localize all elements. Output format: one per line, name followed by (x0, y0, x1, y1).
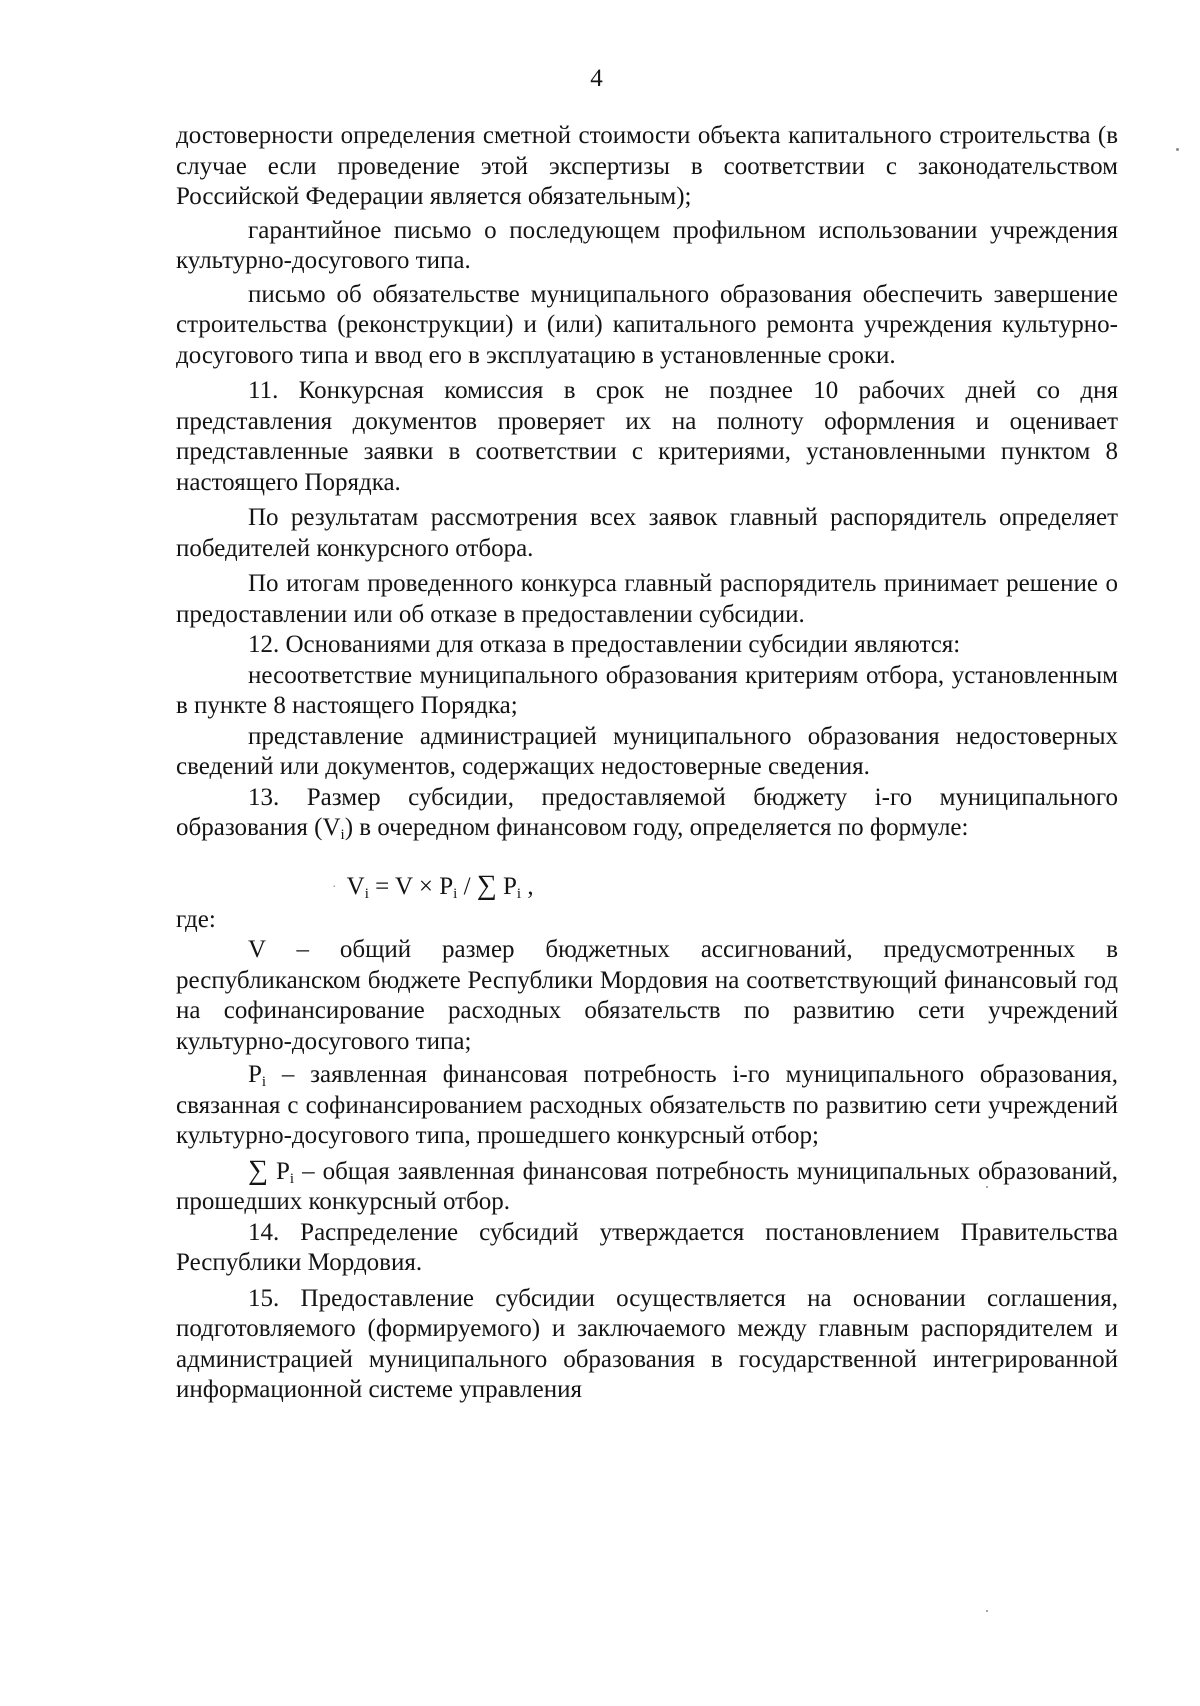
document-body (176, 121, 1118, 1406)
paragraph-item-13 (176, 783, 1118, 844)
paragraph-definition-sum-pi (176, 1154, 1119, 1218)
formula-sum-subscript: i (516, 885, 522, 902)
definition-sum-text: – общая заявленная финансовая потребность муниципальных образований, прошедших конкурсный отбор. (176, 1157, 1119, 1216)
paragraph-item-15: 15. Предоставление субсидии осуществляется на основании соглашения, подготовляемого (формируемого) и заключаемого между главным распорядителем и администрацией муниципального образования в государственной интегрированной информационной системе управления (176, 1284, 1118, 1404)
paragraph-refusal-reason-1: несоответствие муниципального образования критериям отбора, установленным в пункте 8 настоящего Порядка; (176, 661, 1118, 719)
item-13-text-start: 13. Размер субсидии, предоставляемой бюджету i-го муниципального образования (V (176, 783, 1118, 841)
formula-division: / (457, 872, 477, 900)
scan-speck-icon (1176, 148, 1179, 151)
formula-p-subscript: i (453, 885, 458, 902)
subsidy-formula (176, 869, 1118, 903)
page-number: 4 (590, 65, 603, 92)
paragraph-continued: достоверности определения сметной стоимости объекта капитального строительства (в случае если проведение этой экспертизы в соответствии с законодательством Российской Федерации является обязательным); (176, 122, 1118, 210)
scan-speck-icon: · (332, 879, 337, 895)
paragraph-definition-v: V – общий размер бюджетных ассигнований, предусмотренных в республиканском бюджете Республики Мордовия на соответствующий финансовый год на софинансирование расходных обязательств по развитию сети учреждений культурно-досугового типа; (176, 936, 1118, 1055)
sum-sign-icon: ∑ (476, 869, 497, 901)
formula-lhs-subscript: i (364, 885, 369, 902)
formula-tail: , (521, 872, 534, 900)
paragraph-definition-pi (176, 1060, 1118, 1152)
paragraph-item-14: 14. Распределение субсидий утверждается постановлением Правительства Республики Мордовия. (176, 1218, 1118, 1277)
scan-speck-icon (986, 1186, 988, 1188)
item-13-text-end: ) в очередном финансовом году, определяется по формуле: (344, 814, 969, 841)
sum-sign-icon: ∑ (248, 1154, 268, 1186)
paragraph-guarantee-letter: гарантийное письмо о последующем профильном использовании учреждения культурно-досугового типа. (176, 216, 1118, 274)
formula-lhs: V (346, 872, 365, 900)
definition-pi-text: – заявленная финансовая потребность i-го муниципального образования, связанная с софинансированием расходных обязательств по развитию сети учреждений культурно-досугового типа, прошедшего конкурсный отбор; (176, 1061, 1118, 1150)
scan-speck-icon (986, 1610, 988, 1612)
paragraph-review-results: По результатам рассмотрения всех заявок главный распорядитель определяет победителей конкурсного отбора. (176, 504, 1118, 562)
paragraph-contest-decision: По итогам проведенного конкурса главный распорядитель принимает решение о предоставлении или об отказе в предоставлении субсидии. (176, 570, 1118, 628)
paragraph-item-12: 12. Основаниями для отказа в предоставлении субсидии являются: (248, 631, 961, 658)
definition-pi-symbol: P (248, 1061, 262, 1089)
paragraph-item-11: 11. Конкурсная комиссия в срок не позднее 10 рабочих дней со дня представления документов проверяет их на полноту оформления и оценивает представленные заявки в соответствии с критериями, установленными пунктом 8 настоящего Порядка. (176, 377, 1118, 496)
where-label: где: (176, 905, 216, 933)
definition-sum-symbol: P (267, 1157, 290, 1185)
definition-sum-subscript: i (289, 1170, 295, 1187)
paragraph-refusal-reason-2: представление администрацией муниципального образования недостоверных сведений или документов, содержащих недостоверные сведения. (176, 722, 1118, 780)
item-13-subscript: i (340, 827, 345, 843)
paragraph-obligation-letter: письмо об обязательстве муниципального образования обеспечить завершение строительства (реконструкции) и (или) капитального ремонта учреждения культурно-досугового типа и ввод его в эксплуатацию в установленные сроки. (176, 280, 1118, 369)
formula-sum-p: P (496, 872, 517, 900)
definition-pi-subscript: i (261, 1074, 267, 1091)
formula-product: = V × P (368, 872, 454, 900)
